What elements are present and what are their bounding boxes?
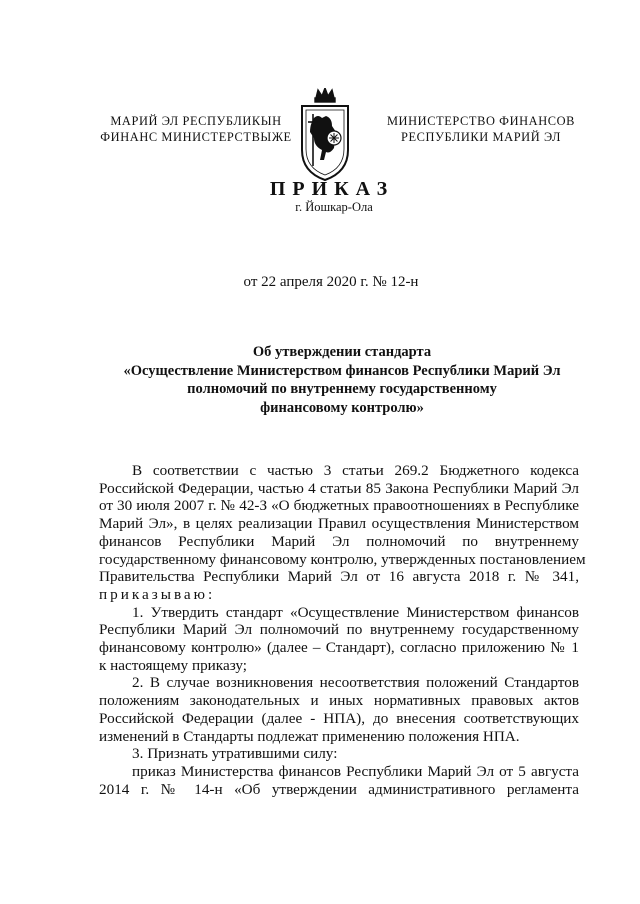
document-heading	[92, 343, 592, 417]
order-city: г. Йошкар-Ола	[295, 200, 373, 214]
body-line: приказываю:	[99, 585, 216, 603]
document-heading-line: «Осуществление Министерством финансов Республики Марий Эл	[123, 362, 561, 379]
body-line: 2014 г. № 14-н «Об утверждении административного регламента	[99, 780, 579, 798]
body-line: от 30 июля 2007 г. № 42-З «О бюджетных правоотношениях в Республике	[99, 497, 579, 515]
order-title: ПРИКАЗ	[269, 178, 395, 200]
ministry-name-mari-line-2: ФИНАНС МИНИСТЕРСТВЫЖЕ	[100, 130, 292, 144]
body-line: 2. В случае возникновения несоответствия положений Стандартов	[132, 674, 579, 692]
document-body	[99, 462, 586, 798]
body-line: к настоящему приказу;	[99, 656, 247, 674]
document-heading-line: финансовому контролю»	[260, 399, 424, 416]
body-line: Российской Федерации, частью 4 статьи 85 Закона Республики Марий Эл	[99, 479, 579, 497]
ministry-name-mari-line-1: МАРИЙ ЭЛ РЕСПУБЛИКЫН	[110, 114, 282, 128]
document-heading-line: полномочий по внутреннему государственному	[187, 381, 497, 397]
ministry-name-ru-line-2: РЕСПУБЛИКИ МАРИЙ ЭЛ	[401, 130, 561, 144]
body-line: 3. Признать утратившими силу:	[132, 745, 338, 763]
ministry-name-ru-line-1: МИНИСТЕРСТВО ФИНАНСОВ	[386, 114, 576, 128]
body-line: Республики Марий Эл полномочий по внутреннему государственному	[99, 621, 579, 639]
body-line: приказ Министерства финансов Республики Марий Эл от 5 августа	[132, 762, 579, 780]
ministry-name-mari	[96, 113, 296, 145]
body-line: Российской Федерации (далее - НПА), до внесения соответствующих	[99, 709, 579, 727]
ministry-name-ru	[378, 113, 584, 145]
body-line: 1. Утвердить стандарт «Осуществление Министерством финансов	[132, 603, 579, 621]
body-line: государственному финансовому контролю, утвержденных постановлением	[99, 550, 586, 568]
document-heading-line: Об утверждении стандарта	[252, 344, 432, 360]
body-line: изменений в Стандарты подлежат применению положения НПА.	[99, 727, 520, 745]
body-line: финансовому контролю» (далее – Стандарт), согласно приложению № 1	[99, 639, 579, 657]
order-date-number: от 22 апреля 2020 г. № 12-н	[243, 274, 419, 290]
body-line: положениям законодательных и иных нормативных правовых актов	[99, 692, 579, 710]
body-line: Правительства Республики Марий Эл от 16 августа 2018 г. № 341,	[99, 568, 579, 586]
body-line: Марий Эл», в целях реализации Правил осуществления Министерством	[99, 515, 579, 533]
coat-of-arms-icon	[296, 88, 354, 184]
body-line: В соответствии с частью 3 статьи 269.2 Бюджетного кодекса	[132, 462, 579, 479]
body-line: финансов Республики Марий Эл полномочий по внутреннему	[99, 532, 579, 550]
